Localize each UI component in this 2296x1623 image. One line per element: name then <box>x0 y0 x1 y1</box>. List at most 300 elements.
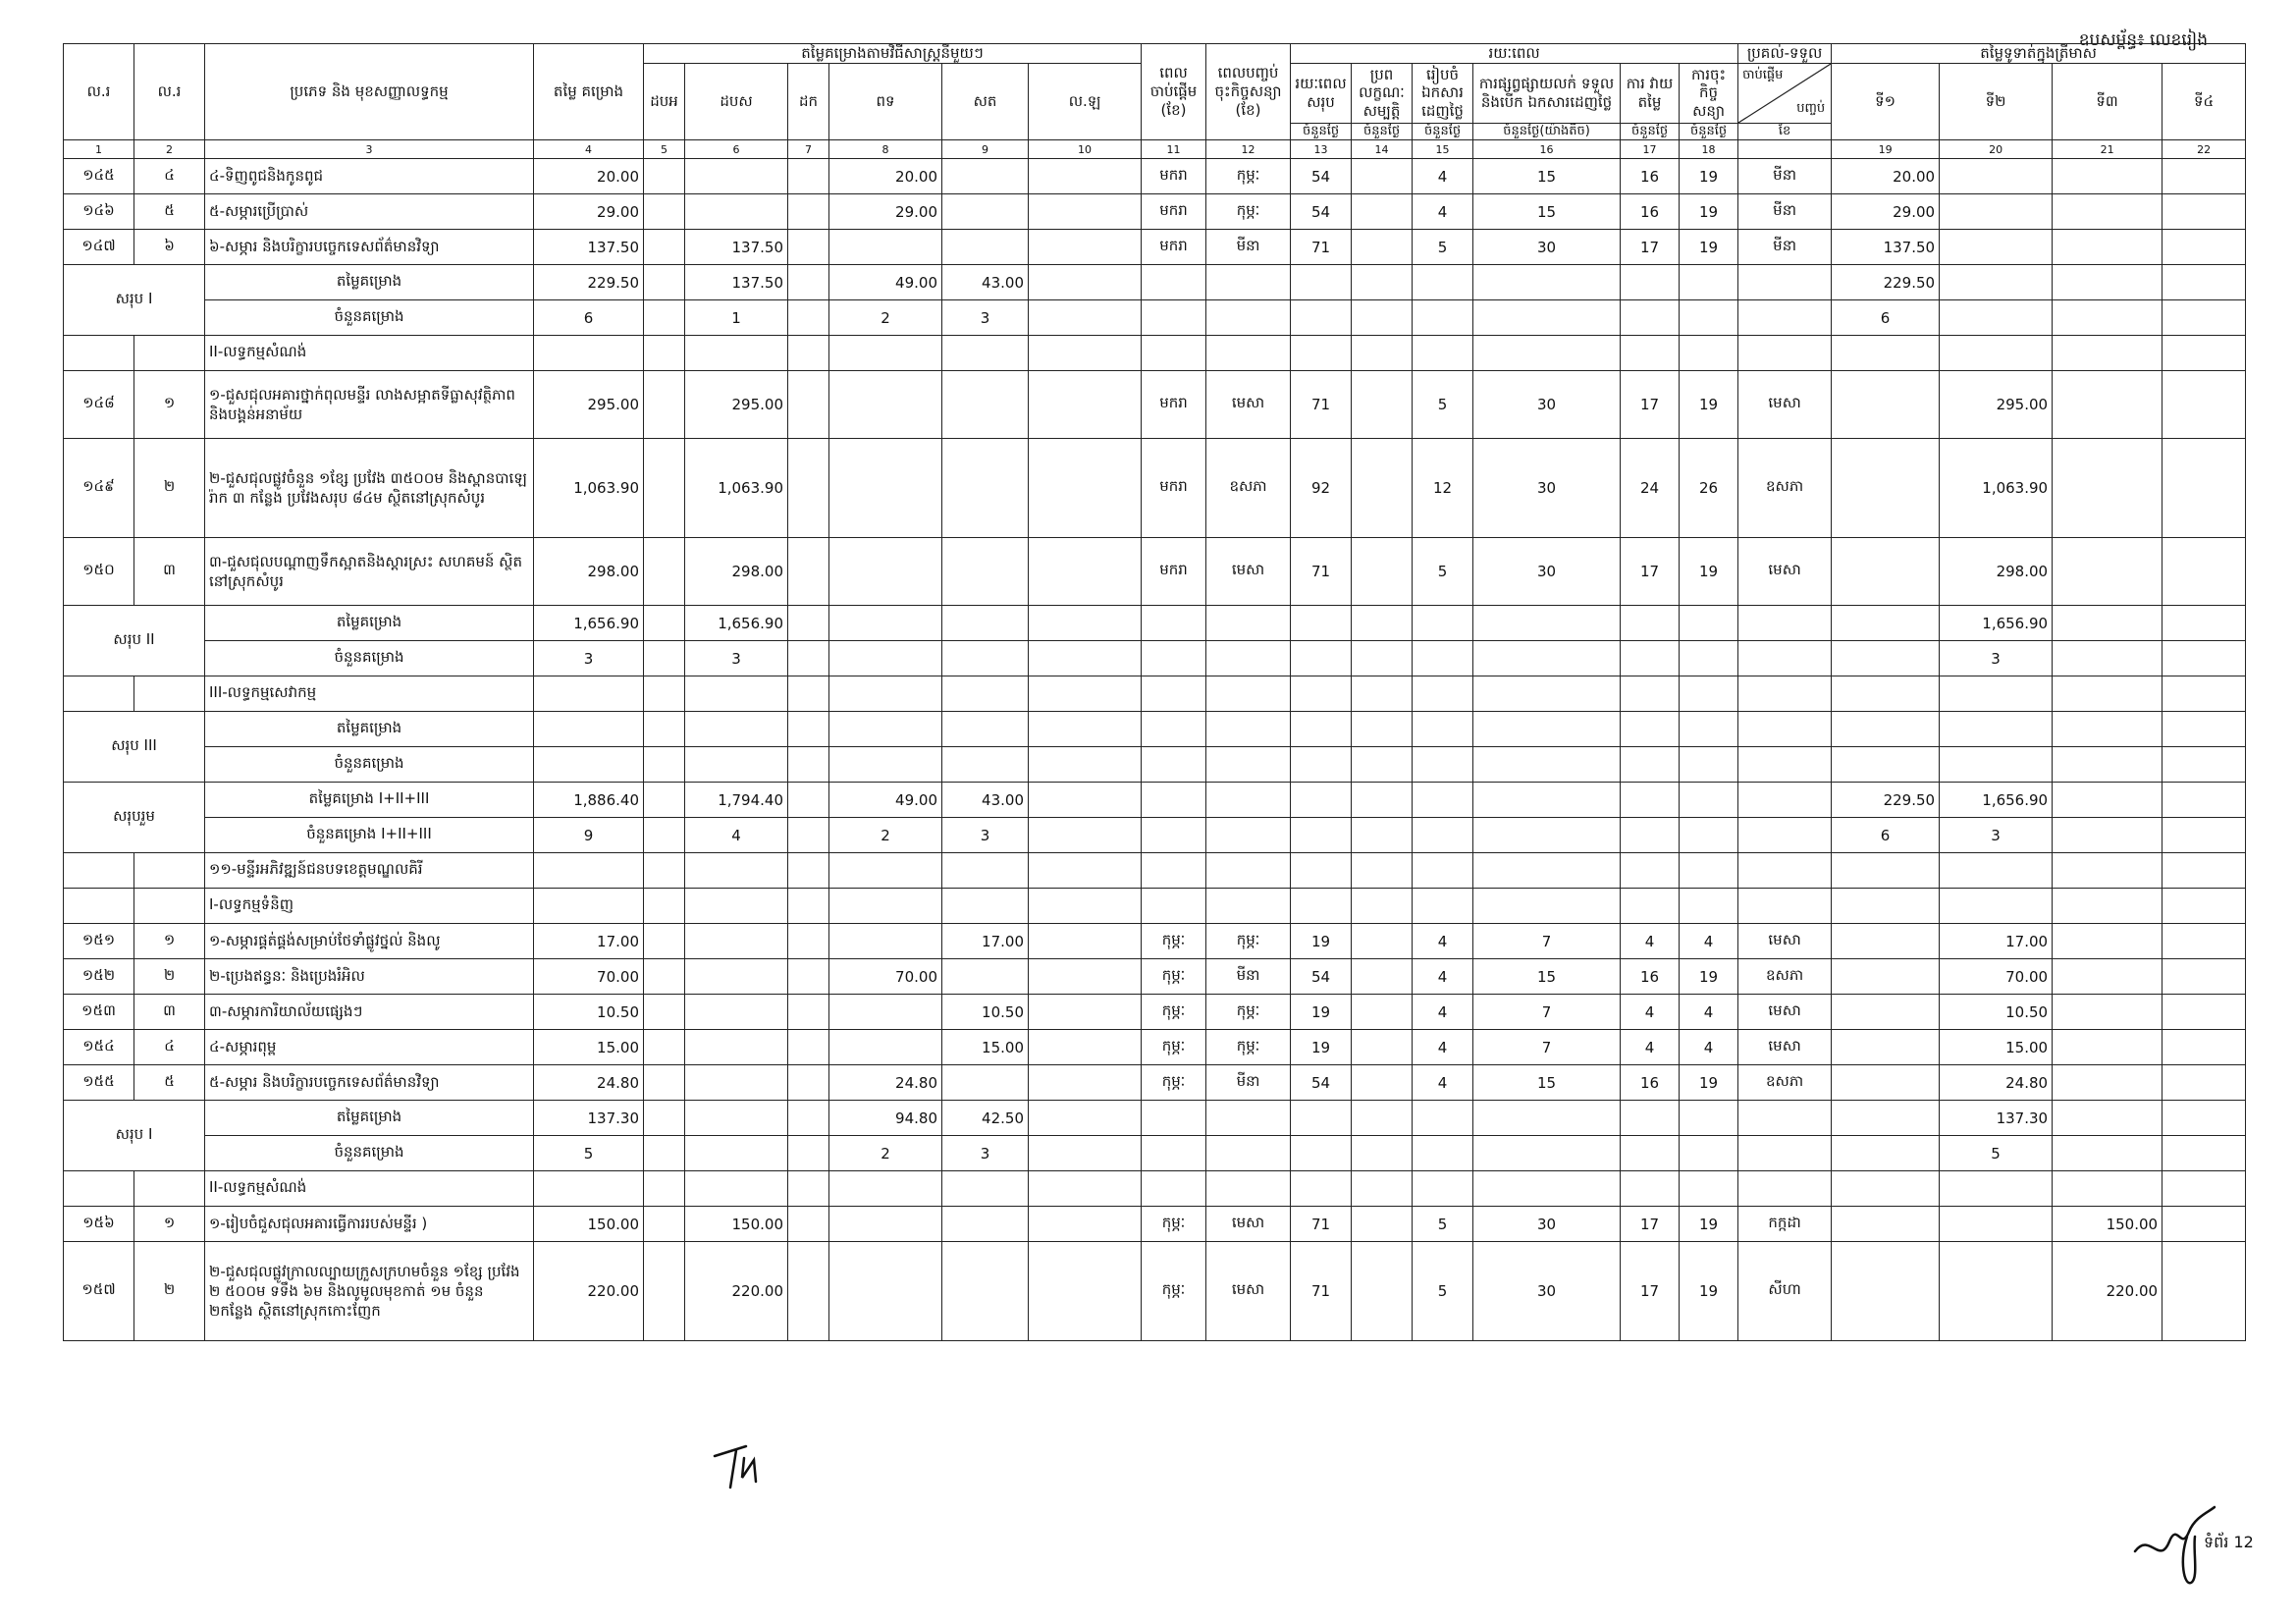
subtotal-count: 6 <box>534 300 644 336</box>
empty-cell <box>1940 1171 2053 1207</box>
row-sub-no <box>134 676 205 712</box>
column-number: 17 <box>1621 140 1680 159</box>
header-unit-6: ចំនួនថ្ងៃ <box>1680 123 1738 139</box>
delivery-month: ឧសភា <box>1738 439 1832 538</box>
method-cost <box>1029 1242 1142 1341</box>
quarter-payment: 15.00 <box>1940 1030 2053 1065</box>
empty-cell <box>1738 606 1832 641</box>
method-cost <box>942 538 1029 606</box>
quarter-payment <box>2053 1065 2163 1101</box>
quarter-payment <box>2053 538 2163 606</box>
empty-cell <box>2053 1171 2163 1207</box>
duration-days: 15 <box>1473 159 1621 194</box>
subtotal-label: សរុបរួម <box>64 783 205 853</box>
empty-cell <box>1291 336 1352 371</box>
duration-days <box>1352 1030 1413 1065</box>
empty-cell <box>788 1171 829 1207</box>
empty-cell <box>1291 265 1352 300</box>
quarter-payment <box>2053 439 2163 538</box>
empty-cell <box>829 1171 942 1207</box>
method-cost: 24.80 <box>829 1065 942 1101</box>
subtotal-quarter-count <box>2053 300 2163 336</box>
row-no: ១៥០ <box>64 538 134 606</box>
subtotal-quarter-count: 6 <box>1832 818 1940 853</box>
empty-cell <box>1738 641 1832 676</box>
planned-cost: 295.00 <box>534 371 644 439</box>
initials-mark <box>707 1438 775 1497</box>
subtotal-label: សរុប I <box>64 265 205 336</box>
table-row <box>64 995 2246 1030</box>
quarter-payment <box>1832 924 1940 959</box>
subtotal-quarter <box>2163 265 2246 300</box>
empty-cell <box>1473 1136 1621 1171</box>
start-month: មករា <box>1142 371 1206 439</box>
subtotal-method-count <box>788 300 829 336</box>
duration-days: 4 <box>1621 1030 1680 1065</box>
duration-days: 30 <box>1473 371 1621 439</box>
method-cost <box>942 194 1029 230</box>
empty-cell <box>1621 1101 1680 1136</box>
column-number: 8 <box>829 140 942 159</box>
column-number: 21 <box>2053 140 2163 159</box>
method-cost <box>1029 924 1142 959</box>
method-cost <box>829 995 942 1030</box>
header-cost: តម្លៃ គម្រោង <box>534 44 644 140</box>
subtotal-quarter <box>1940 712 2053 747</box>
empty-cell <box>942 853 1029 889</box>
delivery-month: មីនា <box>1738 194 1832 230</box>
item-name: ១-សម្ភារផ្គត់ផ្គង់សម្រាប់ថែទាំផ្លូវថ្នល់ និងលូ <box>205 924 534 959</box>
duration-days: 16 <box>1621 959 1680 995</box>
method-cost: 15.00 <box>942 1030 1029 1065</box>
quarter-payment <box>1832 1030 1940 1065</box>
empty-cell <box>1832 336 1940 371</box>
subtotal-method-count <box>1029 300 1142 336</box>
empty-cell <box>2163 889 2246 924</box>
empty-cell <box>829 676 942 712</box>
empty-cell <box>1832 1171 1940 1207</box>
empty-cell <box>829 336 942 371</box>
subtotal-quarter-count <box>1832 1136 1940 1171</box>
item-name: ៣-ជួសជុលបណ្តាញទឹកស្អាតនិងស្តារស្រះ សហគមន៍ ស្ថិតនៅស្រុកសំបូរ <box>205 538 534 606</box>
subtotal-kind: តម្លៃគម្រោង <box>205 606 534 641</box>
subtotal-kind: ចំនួនគម្រោង I+II+III <box>205 818 534 853</box>
duration-days: 4 <box>1413 995 1473 1030</box>
table-row <box>64 1065 2246 1101</box>
empty-cell <box>644 336 685 371</box>
column-number: 1 <box>64 140 134 159</box>
row-no <box>64 676 134 712</box>
quarter-payment <box>1832 1242 1940 1341</box>
duration-days: 4 <box>1413 159 1473 194</box>
method-cost <box>644 924 685 959</box>
column-number: 16 <box>1473 140 1621 159</box>
empty-cell <box>1680 1171 1738 1207</box>
empty-cell <box>788 853 829 889</box>
empty-cell <box>1940 676 2053 712</box>
method-cost: 70.00 <box>829 959 942 995</box>
subtotal-quarter <box>2163 1101 2246 1136</box>
empty-cell <box>1680 783 1738 818</box>
empty-cell <box>2053 676 2163 712</box>
column-number: 19 <box>1832 140 1940 159</box>
empty-cell <box>1738 1101 1832 1136</box>
method-cost <box>942 371 1029 439</box>
quarter-payment <box>2163 1065 2246 1101</box>
empty-cell <box>1029 889 1142 924</box>
empty-cell <box>1206 889 1291 924</box>
start-month: មករា <box>1142 439 1206 538</box>
empty-cell <box>1291 783 1352 818</box>
planned-cost: 10.50 <box>534 995 644 1030</box>
empty-cell <box>1142 1171 1206 1207</box>
empty-cell <box>1738 889 1832 924</box>
method-cost <box>829 1242 942 1341</box>
subtotal-quarter-count: 5 <box>1940 1136 2053 1171</box>
subtotal-quarter-count <box>1832 641 1940 676</box>
empty-cell <box>1291 747 1352 783</box>
item-name: ១-រៀបចំជួសជុលអគារធ្វើការរបស់មន្ទីរ ) <box>205 1207 534 1242</box>
quarter-payment <box>2163 924 2246 959</box>
header-dur-1: រយៈពេល សរុប <box>1291 63 1352 123</box>
subtotal-method: 1,656.90 <box>685 606 788 641</box>
quarter-payment: 150.00 <box>2053 1207 2163 1242</box>
table-row <box>64 924 2246 959</box>
header-delivery-top: ប្រគល់-ទទួល <box>1738 44 1832 64</box>
subtotal-method-count: 3 <box>942 300 1029 336</box>
empty-cell <box>1206 1171 1291 1207</box>
column-number-row <box>64 140 2246 159</box>
quarter-payment: 17.00 <box>1940 924 2053 959</box>
duration-days <box>1352 924 1413 959</box>
empty-cell <box>1473 889 1621 924</box>
duration-days: 16 <box>1621 194 1680 230</box>
quarter-payment <box>2053 194 2163 230</box>
subtotal-quarter <box>2053 606 2163 641</box>
empty-cell <box>788 889 829 924</box>
header-delivery-split <box>1738 63 1832 123</box>
empty-cell <box>1738 853 1832 889</box>
method-cost <box>829 439 942 538</box>
planned-cost: 220.00 <box>534 1242 644 1341</box>
subtotal-quarter-count <box>2053 747 2163 783</box>
empty-cell <box>942 336 1029 371</box>
subtotal-method <box>644 783 685 818</box>
section-row <box>64 1171 2246 1207</box>
quarter-payment <box>2163 1207 2246 1242</box>
quarter-payment <box>2053 995 2163 1030</box>
duration-days: 54 <box>1291 959 1352 995</box>
empty-cell <box>1142 1101 1206 1136</box>
quarter-payment: 10.50 <box>1940 995 2053 1030</box>
duration-days <box>1352 1242 1413 1341</box>
row-sub-no: ៤ <box>134 159 205 194</box>
empty-cell <box>1621 783 1680 818</box>
method-cost <box>942 1207 1029 1242</box>
delivery-month: មីនា <box>1738 230 1832 265</box>
subtotal-method: 49.00 <box>829 783 942 818</box>
subtotal-quarter <box>1832 606 1940 641</box>
subtotal-quarter <box>2163 712 2246 747</box>
subtotal-method-count <box>1029 747 1142 783</box>
method-cost <box>788 194 829 230</box>
empty-cell <box>1142 818 1206 853</box>
subtotal-kind: តម្លៃគម្រោង I+II+III <box>205 783 534 818</box>
row-sub-no: ៥ <box>134 1065 205 1101</box>
empty-cell <box>1291 676 1352 712</box>
method-cost <box>942 230 1029 265</box>
column-number: 7 <box>788 140 829 159</box>
empty-cell <box>1621 712 1680 747</box>
start-month: កុម្ភៈ <box>1142 1207 1206 1242</box>
subtotal-method <box>829 606 942 641</box>
header-unit-3: ចំនួនថ្ងៃ <box>1413 123 1473 139</box>
subtotal-quarter-count <box>2163 747 2246 783</box>
item-name: ៣-សម្ភារការិយាល័យផ្សេងៗ <box>205 995 534 1030</box>
table-header <box>64 44 2246 159</box>
section-title: II-លទ្ធកម្មសំណង់ <box>205 1171 534 1207</box>
empty-cell <box>534 889 644 924</box>
duration-days <box>1352 959 1413 995</box>
section-row <box>64 853 2246 889</box>
subtotal-kind: តម្លៃគម្រោង <box>205 712 534 747</box>
row-no: ១៤៧ <box>64 230 134 265</box>
sign-month: មេសា <box>1206 1207 1291 1242</box>
empty-cell <box>1142 265 1206 300</box>
quarter-payment: 24.80 <box>1940 1065 2053 1101</box>
subtotal-method-count: 4 <box>685 818 788 853</box>
method-cost <box>788 538 829 606</box>
column-number: 10 <box>1029 140 1142 159</box>
table-row <box>64 959 2246 995</box>
duration-days: 4 <box>1680 995 1738 1030</box>
subtotal-method-count <box>1029 818 1142 853</box>
subtotal-method <box>788 783 829 818</box>
table-row <box>64 159 2246 194</box>
empty-cell <box>1352 712 1413 747</box>
method-cost <box>644 1242 685 1341</box>
empty-cell <box>1206 1136 1291 1171</box>
header-type: ប្រភេទ និង មុខសញ្ញាលទ្ធកម្ម <box>205 44 534 140</box>
empty-cell <box>1206 783 1291 818</box>
method-cost <box>788 159 829 194</box>
quarter-payment: 295.00 <box>1940 371 2053 439</box>
duration-days: 17 <box>1621 1207 1680 1242</box>
empty-cell <box>1206 641 1291 676</box>
header-method-1: ដបអ <box>644 63 685 139</box>
subtotal-quarter <box>2053 712 2163 747</box>
section-title: I-លទ្ធកម្មទំនិញ <box>205 889 534 924</box>
quarter-payment <box>2163 995 2246 1030</box>
empty-cell <box>942 1171 1029 1207</box>
start-month: កុម្ភៈ <box>1142 1030 1206 1065</box>
row-no <box>64 1171 134 1207</box>
row-no: ១៥៥ <box>64 1065 134 1101</box>
quarter-payment <box>1940 159 2053 194</box>
quarter-payment <box>2053 1030 2163 1065</box>
method-cost <box>685 1065 788 1101</box>
empty-cell <box>685 853 788 889</box>
empty-cell <box>1621 641 1680 676</box>
row-sub-no: ២ <box>134 1242 205 1341</box>
empty-cell <box>685 889 788 924</box>
duration-days: 5 <box>1413 230 1473 265</box>
empty-cell <box>1738 1171 1832 1207</box>
annex-label: ឧបសម្ព័ន្ធ៖ លេខរៀង <box>2078 30 2208 50</box>
subtotal-method <box>1029 783 1142 818</box>
method-cost <box>942 439 1029 538</box>
subtotal-method <box>788 1101 829 1136</box>
delivery-month: មេសា <box>1738 924 1832 959</box>
header-dur-5: ការ វាយតម្លៃ <box>1621 63 1680 123</box>
planned-cost: 24.80 <box>534 1065 644 1101</box>
method-cost: 137.50 <box>685 230 788 265</box>
duration-days: 30 <box>1473 1242 1621 1341</box>
empty-cell <box>1413 818 1473 853</box>
method-cost <box>1029 538 1142 606</box>
subtotal-method <box>788 606 829 641</box>
subtotal-method-count: 2 <box>829 1136 942 1171</box>
duration-days: 17 <box>1621 538 1680 606</box>
duration-days: 71 <box>1291 538 1352 606</box>
duration-days: 15 <box>1473 1065 1621 1101</box>
quarter-payment <box>2053 959 2163 995</box>
empty-cell <box>1473 783 1621 818</box>
sign-month: កុម្ភៈ <box>1206 1030 1291 1065</box>
empty-cell <box>685 676 788 712</box>
method-cost <box>829 924 942 959</box>
duration-days: 19 <box>1680 1065 1738 1101</box>
sign-month: មីនា <box>1206 230 1291 265</box>
method-cost <box>788 924 829 959</box>
empty-cell <box>1473 336 1621 371</box>
quarter-payment <box>2163 1242 2246 1341</box>
subtotal-method <box>942 606 1029 641</box>
empty-cell <box>788 676 829 712</box>
empty-cell <box>1621 606 1680 641</box>
item-name: ២-ប្រេងឥន្ធនៈ និងប្រេងរំអិល <box>205 959 534 995</box>
duration-days: 54 <box>1291 194 1352 230</box>
empty-cell <box>1621 336 1680 371</box>
empty-cell <box>1352 1136 1413 1171</box>
subtotal-count: 9 <box>534 818 644 853</box>
delivery-month: មេសា <box>1738 995 1832 1030</box>
empty-cell <box>788 336 829 371</box>
quarter-payment <box>2163 230 2246 265</box>
empty-cell <box>644 889 685 924</box>
duration-days <box>1352 194 1413 230</box>
row-sub-no: ២ <box>134 959 205 995</box>
row-no <box>64 853 134 889</box>
sign-month: មីនា <box>1206 959 1291 995</box>
subtotal-method-count: 2 <box>829 818 942 853</box>
empty-cell <box>1621 300 1680 336</box>
section-title: III-លទ្ធកម្មសេវាកម្ម <box>205 676 534 712</box>
quarter-payment <box>2163 371 2246 439</box>
duration-days: 4 <box>1413 924 1473 959</box>
row-no: ១៥៦ <box>64 1207 134 1242</box>
subtotal-method-count <box>788 818 829 853</box>
table-row <box>64 1030 2246 1065</box>
method-cost <box>1029 1065 1142 1101</box>
header-q3: ទី៣ <box>2053 63 2163 139</box>
column-number: 6 <box>685 140 788 159</box>
empty-cell <box>1206 606 1291 641</box>
method-cost <box>644 1030 685 1065</box>
duration-days: 17 <box>1621 1242 1680 1341</box>
quarter-payment <box>2053 230 2163 265</box>
subtotal-method-count: 2 <box>829 300 942 336</box>
quarter-payment <box>2163 194 2246 230</box>
empty-cell <box>1352 783 1413 818</box>
subtotal-method-count: 3 <box>685 641 788 676</box>
subtotal-method: 43.00 <box>942 265 1029 300</box>
method-cost <box>788 1030 829 1065</box>
table-body <box>64 159 2246 1341</box>
subtotal-method-count <box>788 747 829 783</box>
table-row <box>64 1242 2246 1341</box>
row-sub-no: ៤ <box>134 1030 205 1065</box>
subtotal-method <box>644 712 685 747</box>
empty-cell <box>1291 889 1352 924</box>
table-row <box>64 371 2246 439</box>
section-row <box>64 336 2246 371</box>
empty-cell <box>1142 853 1206 889</box>
subtotal-quarter <box>2163 783 2246 818</box>
empty-cell <box>1206 336 1291 371</box>
subtotal-method-count <box>685 1136 788 1171</box>
empty-cell <box>1142 336 1206 371</box>
header-unit-1: ចំនួនថ្ងៃ <box>1291 123 1352 139</box>
planned-cost: 29.00 <box>534 194 644 230</box>
subtotal-quarter-count <box>2163 300 2246 336</box>
subtotal-method <box>644 265 685 300</box>
duration-days: 7 <box>1473 924 1621 959</box>
empty-cell <box>1413 300 1473 336</box>
subtotal-quarter-count <box>2163 818 2246 853</box>
row-no: ១៤៦ <box>64 194 134 230</box>
duration-days: 15 <box>1473 959 1621 995</box>
empty-cell <box>1621 1136 1680 1171</box>
method-cost <box>788 439 829 538</box>
subtotal-quarter-count <box>2163 641 2246 676</box>
header-delivery-start: ចាប់ផ្តើម <box>1742 67 1784 82</box>
method-cost <box>644 1065 685 1101</box>
method-cost <box>788 1242 829 1341</box>
header-dur-3: រៀបចំ ឯកសារ ដេញថ្លៃ <box>1413 63 1473 123</box>
row-sub-no <box>134 336 205 371</box>
method-cost: 29.00 <box>829 194 942 230</box>
duration-days: 5 <box>1413 1242 1473 1341</box>
empty-cell <box>1413 747 1473 783</box>
empty-cell <box>1621 1171 1680 1207</box>
subtotal-method-count <box>829 747 942 783</box>
subtotal-quarter: 229.50 <box>1832 783 1940 818</box>
empty-cell <box>1680 336 1738 371</box>
empty-cell <box>1291 1171 1352 1207</box>
item-name: ៥-សម្ភារប្រើប្រាស់ <box>205 194 534 230</box>
subtotal-method-count <box>942 641 1029 676</box>
item-name: ៤-ទិញពូជនិងកូនពូជ <box>205 159 534 194</box>
delivery-month: កក្កដា <box>1738 1207 1832 1242</box>
subtotal-quarter-count <box>1940 747 2053 783</box>
empty-cell <box>1621 676 1680 712</box>
header-q1: ទី១ <box>1832 63 1940 139</box>
method-cost <box>788 230 829 265</box>
duration-days: 19 <box>1680 230 1738 265</box>
empty-cell <box>1621 265 1680 300</box>
quarter-payment: 29.00 <box>1832 194 1940 230</box>
